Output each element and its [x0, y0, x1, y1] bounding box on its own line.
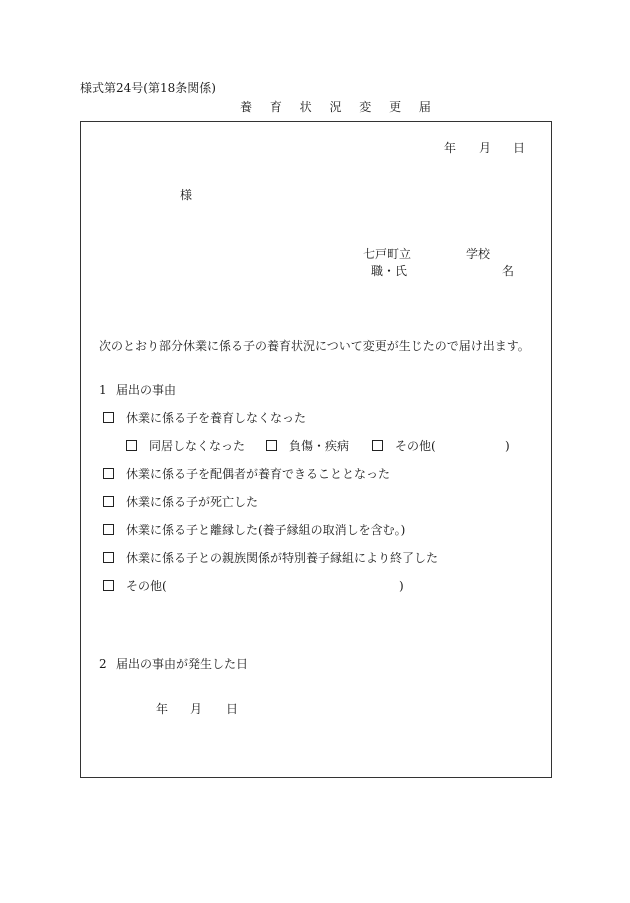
school-label: 学校: [466, 247, 491, 261]
form-title: 養 育 状 況 変 更 届: [240, 100, 438, 114]
reason-label: 休業に係る子を養育しなくなった: [126, 411, 307, 425]
checkbox[interactable]: [103, 552, 114, 563]
form-frame: [80, 121, 552, 778]
checkbox[interactable]: [103, 496, 114, 507]
reason-label: 休業に係る子が死亡した: [126, 495, 259, 509]
position-name-label: 職・氏: [371, 264, 408, 278]
occurrence-year-label: 年: [156, 702, 169, 716]
intro-text: 次のとおり部分休業に係る子の養育状況について変更が生じたので届け出ます。: [99, 339, 530, 353]
sub-reason-label: 同居しなくなった: [149, 439, 246, 453]
sub-reason-label: 負傷・疾病: [289, 439, 350, 453]
date-year-label: 年: [444, 141, 457, 155]
checkbox[interactable]: [103, 468, 114, 479]
sub-reason-item: [126, 440, 245, 452]
checkbox[interactable]: [126, 440, 137, 451]
reason-item: [103, 580, 167, 592]
section2-number: 2: [99, 657, 107, 671]
reason-item: [103, 496, 258, 508]
occurrence-month-label: 月: [190, 702, 203, 716]
sub-reason-label: その他(: [395, 439, 436, 453]
name-suffix: 名: [502, 264, 515, 278]
section1-heading: 届出の事由: [116, 383, 177, 397]
checkbox[interactable]: [103, 524, 114, 535]
reason-item: [103, 552, 438, 564]
checkbox[interactable]: [103, 580, 114, 591]
checkbox[interactable]: [266, 440, 277, 451]
reason-label: 休業に係る子との親族関係が特別養子縁組により終了した: [126, 551, 439, 565]
reason-item: [103, 468, 390, 480]
form-id: 様式第24号(第18条関係): [80, 81, 216, 95]
date-month-label: 月: [479, 141, 492, 155]
reason-label: その他(: [126, 579, 167, 593]
addressee-suffix: 様: [180, 188, 193, 202]
section2-heading: 届出の事由が発生した日: [116, 657, 249, 671]
date-day-label: 日: [513, 141, 526, 155]
section1-number: 1: [99, 383, 107, 397]
other-close-paren: ): [399, 579, 404, 593]
reason-label: 休業に係る子と離縁した(養子縁組の取消しを含む。): [126, 523, 406, 537]
checkbox[interactable]: [103, 412, 114, 423]
sub-reason-item: [372, 440, 436, 452]
sub-other-close-paren: ): [505, 439, 510, 453]
reason-item: [103, 412, 306, 424]
occurrence-day-label: 日: [226, 702, 239, 716]
checkbox[interactable]: [372, 440, 383, 451]
reason-item: [103, 524, 405, 536]
town-label: 七戸町立: [363, 247, 412, 261]
reason-label: 休業に係る子を配偶者が養育できることとなった: [126, 467, 391, 481]
sub-reason-item: [266, 440, 349, 452]
